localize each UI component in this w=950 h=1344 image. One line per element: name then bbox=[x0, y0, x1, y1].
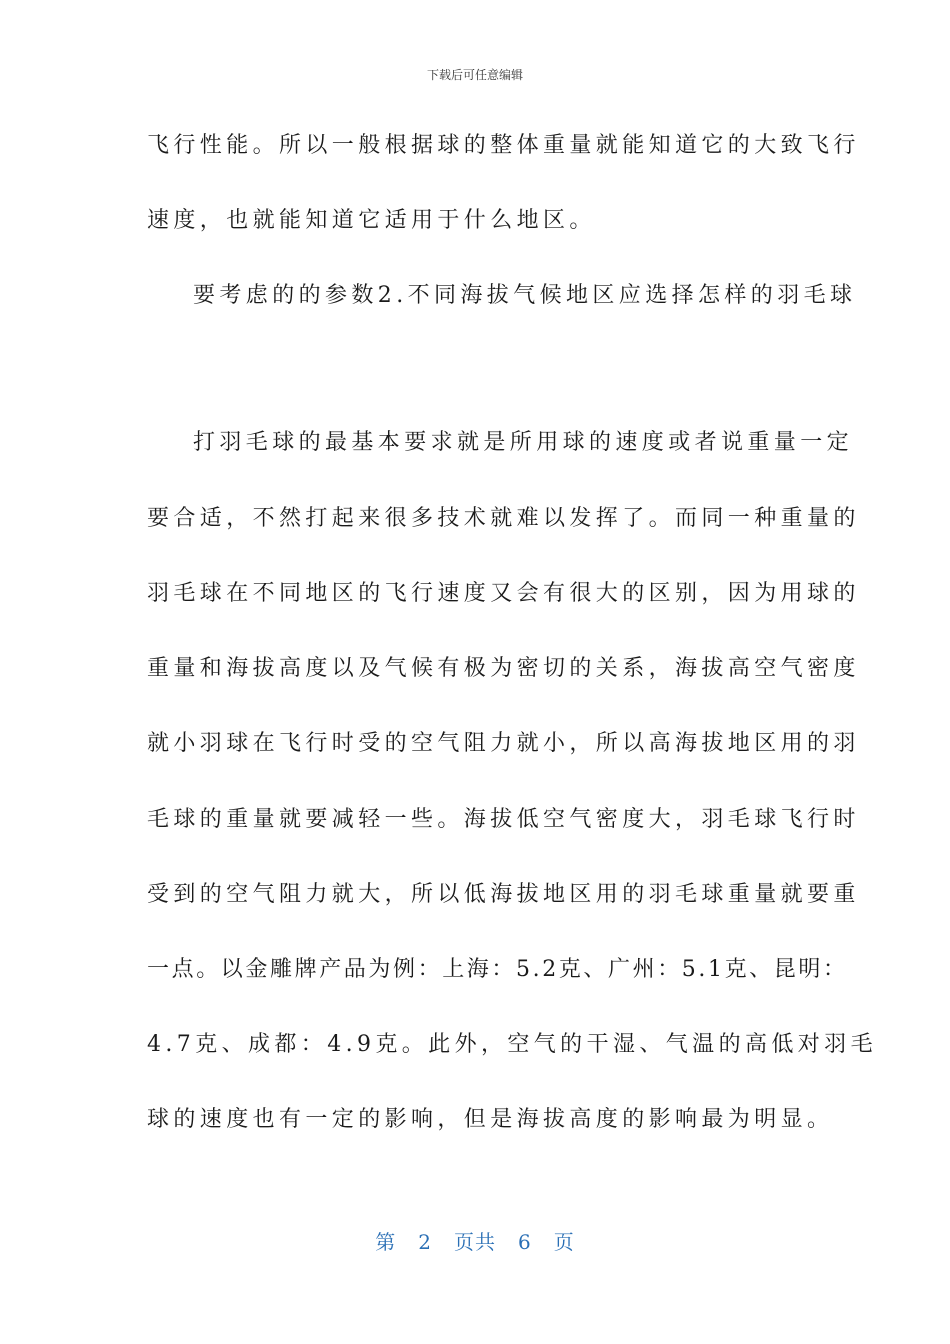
paragraph-line: 4.7克、成都：4.9克。此外，空气的干湿、气温的高低对羽毛 bbox=[147, 1032, 877, 1057]
page-footer bbox=[0, 1226, 950, 1255]
paragraph-line: 受到的空气阻力就大，所以低海拔地区用的羽毛球重量就要重 bbox=[147, 882, 860, 907]
paragraph-line: 羽毛球在不同地区的飞行速度又会有很大的区别，因为用球的 bbox=[147, 581, 860, 606]
paragraph-line: 球的速度也有一定的影响，但是海拔高度的影响最为明显。 bbox=[147, 1107, 834, 1132]
footer-middle: 页共 bbox=[454, 1230, 496, 1254]
total-pages-number: 6 bbox=[518, 1230, 532, 1254]
paragraph-line: 要合适，不然打起来很多技术就难以发挥了。而同一种重量的 bbox=[147, 506, 860, 531]
current-page-number: 2 bbox=[418, 1230, 432, 1254]
section-heading: 要考虑的的参数2.不同海拔气候地区应选择怎样的羽毛球 bbox=[193, 283, 857, 308]
paragraph-line: 一点。以金雕牌产品为例：上海：5.2克、广州：5.1克、昆明： bbox=[147, 957, 848, 982]
paragraph-line: 毛球的重量就要减轻一些。海拔低空气密度大，羽毛球飞行时 bbox=[147, 807, 860, 832]
header-note: 下载后可任意编辑 bbox=[426, 68, 523, 82]
paragraph-line: 就小羽球在飞行时受的空气阻力就小，所以高海拔地区用的羽 bbox=[147, 731, 860, 756]
paragraph-line: 速度，也就能知道它适用于什么地区。 bbox=[147, 208, 596, 233]
footer-prefix: 第 bbox=[375, 1230, 397, 1254]
paragraph-line: 重量和海拔高度以及气候有极为密切的关系，海拔高空气密度 bbox=[147, 656, 860, 681]
paragraph-line: 飞行性能。所以一般根据球的整体重量就能知道它的大致飞行 bbox=[147, 133, 860, 158]
paragraph-line: 打羽毛球的最基本要求就是所用球的速度或者说重量一定 bbox=[193, 430, 854, 455]
footer-suffix: 页 bbox=[553, 1230, 575, 1254]
